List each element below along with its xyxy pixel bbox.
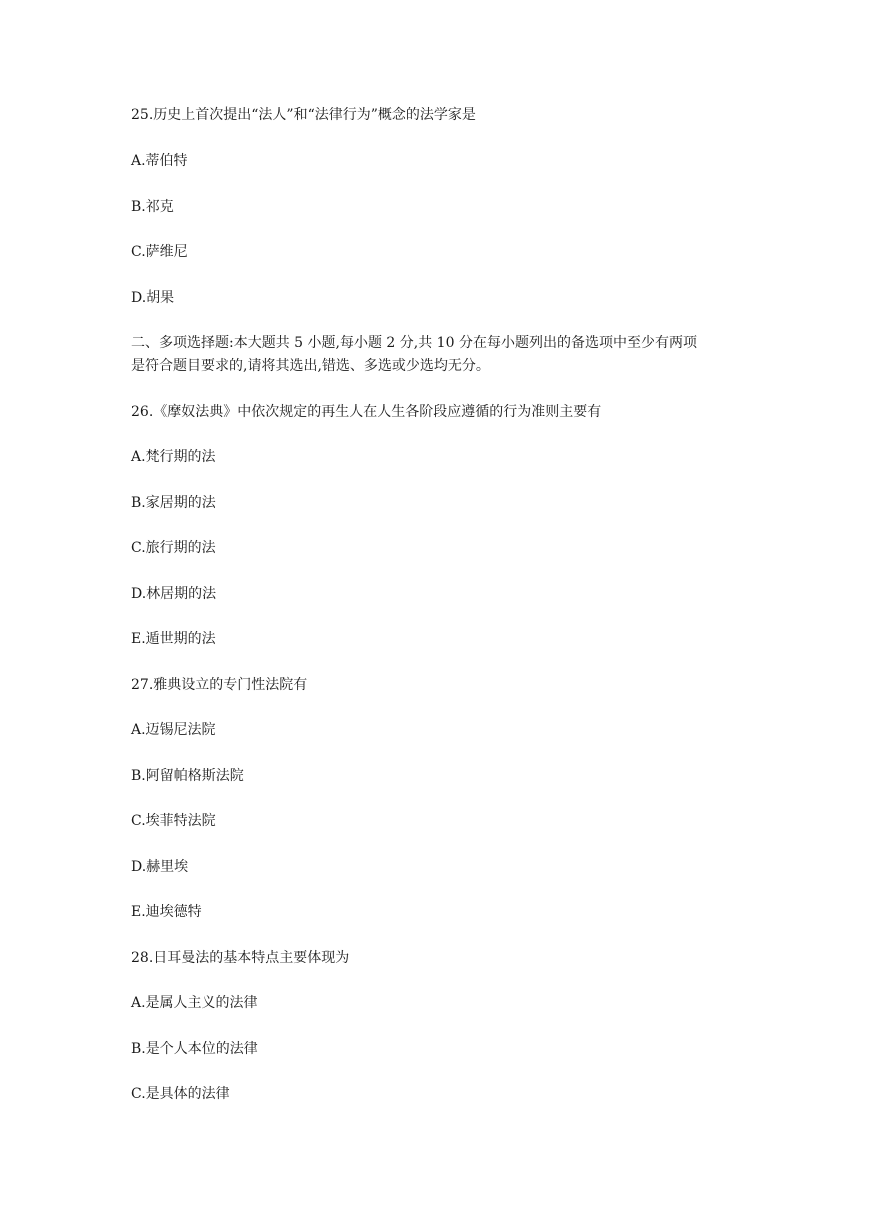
question-25-option-d: D.胡果 [131,290,175,306]
question-25-option-b: B.祁克 [131,199,174,215]
question-26-stem: 26.《摩奴法典》中依次规定的再生人在人生各阶段应遵循的行为准则主要有 [131,404,602,420]
question-26-option-e: E.遁世期的法 [131,631,216,647]
question-27-option-d: D.赫里埃 [131,859,189,875]
question-26-option-d: D.林居期的法 [131,586,217,602]
question-27-option-a: A.迈锡尼法院 [131,722,216,738]
question-28-option-c: C.是具体的法律 [131,1086,230,1102]
question-27-option-b: B.阿留帕格斯法院 [131,768,244,784]
section-2-heading-line-1: 二、多项选择题:本大题共 5 小题,每小题 2 分,共 10 分在每小题列出的备选项中至少有两项 [131,335,697,351]
question-27-stem: 27.雅典设立的专门性法院有 [131,677,308,693]
question-28-stem: 28.日耳曼法的基本特点主要体现为 [131,950,350,966]
question-26-option-a: A.梵行期的法 [131,449,216,465]
question-27-option-e: E.迪埃德特 [131,904,202,920]
question-28-option-b: B.是个人本位的法律 [131,1041,258,1057]
question-27-option-c: C.埃菲特法院 [131,813,216,829]
question-26-option-c: C.旅行期的法 [131,540,216,556]
section-2-heading-line-2: 是符合题目要求的,请将其选出,错选、多选或少选均无分。 [131,358,490,374]
question-25-stem: 25.历史上首次提出“法人”和“法律行为”概念的法学家是 [131,107,476,123]
question-26-option-b: B.家居期的法 [131,495,216,511]
question-25-option-c: C.萨维尼 [131,244,188,260]
question-28-option-a: A.是属人主义的法律 [131,995,258,1011]
question-25-option-a: A.蒂伯特 [131,153,188,169]
